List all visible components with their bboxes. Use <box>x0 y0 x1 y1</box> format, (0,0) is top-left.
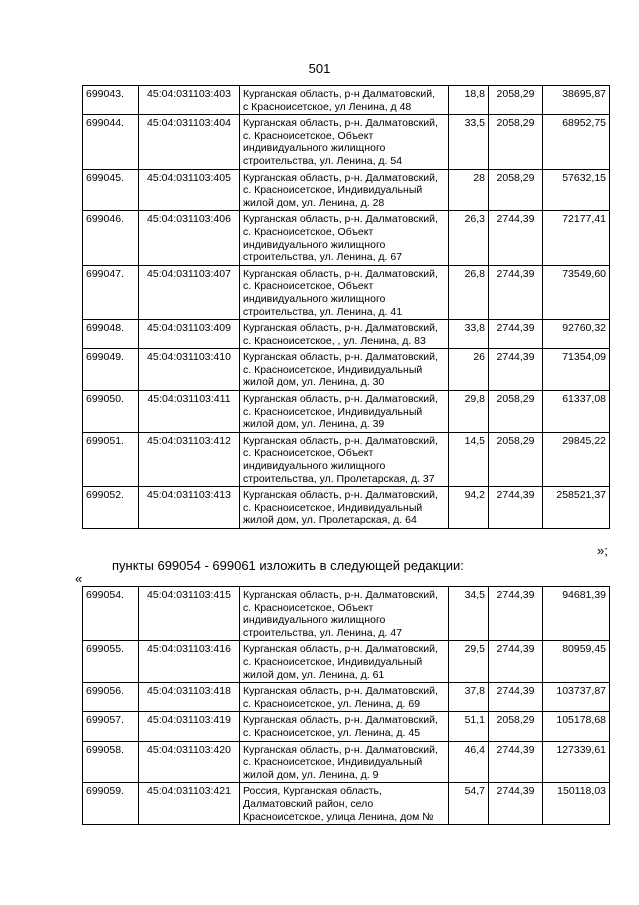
area-cell: 37,8 <box>449 683 489 712</box>
cadastral-number-cell: 45:04:031103:420 <box>139 741 240 783</box>
address-cell <box>240 265 449 319</box>
cadastral-number-cell: 45:04:031103:419 <box>139 712 240 741</box>
address-line: Курганская область, р-н. Далматовский, <box>243 117 438 130</box>
row-number-cell: 699059. <box>83 783 139 825</box>
table-row <box>83 349 610 391</box>
address-line: жилой дом, ул. Пролетарская, д. 64 <box>243 514 417 527</box>
area-cell: 33,8 <box>449 320 489 349</box>
address-cell <box>240 741 449 783</box>
cadastral-value-cell: 29845,22 <box>543 432 610 486</box>
address-line: с. Красноисетское, Объект <box>243 280 374 293</box>
rate-cell: 2744,39 <box>489 587 543 641</box>
address-cell <box>240 211 449 265</box>
address-line: с. Красноисетское, Объект <box>243 225 374 238</box>
cadastral-value-cell: 38695,87 <box>543 86 610 115</box>
address-line: строительства, ул. Ленина, д. 41 <box>243 305 403 318</box>
register-table-2-body <box>83 587 610 825</box>
cadastral-number-cell: 45:04:031103:411 <box>139 391 240 433</box>
row-number-cell: 699054. <box>83 587 139 641</box>
rate-cell: 2744,39 <box>489 349 543 391</box>
cadastral-number-cell: 45:04:031103:410 <box>139 349 240 391</box>
row-number-cell: 699046. <box>83 211 139 265</box>
address-cell <box>240 712 449 741</box>
address-line: с. Красноисетское, Индивидуальный <box>243 655 423 668</box>
address-line: Курганская область, р-н. Далматовский, <box>243 434 438 447</box>
cadastral-number-cell: 45:04:031103:404 <box>139 115 240 169</box>
address-cell <box>240 587 449 641</box>
address-line: жилой дом, ул. Ленина, д. 30 <box>243 376 385 389</box>
address-line: Курганская область, р-н. Далматовский, <box>243 743 438 756</box>
address-line: Курганская область, р-н. Далматовский, <box>243 351 438 364</box>
area-cell: 54,7 <box>449 783 489 825</box>
address-cell <box>240 86 449 115</box>
cadastral-number-cell: 45:04:031103:415 <box>139 587 240 641</box>
cadastral-value-cell: 127339,61 <box>543 741 610 783</box>
address-line: строительства, ул. Пролетарская, д. 37 <box>243 472 435 485</box>
rate-cell: 2744,39 <box>489 487 543 529</box>
address-line: с. Красноисетское, Индивидуальный <box>243 184 423 197</box>
table-row <box>83 320 610 349</box>
area-cell: 26,8 <box>449 265 489 319</box>
address-line: Курганская область, р-н. Далматовский, <box>243 171 438 184</box>
area-cell: 14,5 <box>449 432 489 486</box>
rate-cell: 2744,39 <box>489 641 543 683</box>
address-line: жилой дом, ул. Ленина, д. 28 <box>243 196 385 209</box>
amendment-instruction: пункты 699054 - 699061 изложить в следующей редакции: <box>112 558 464 573</box>
row-number-cell: 699043. <box>83 86 139 115</box>
row-number-cell: 699049. <box>83 349 139 391</box>
area-cell: 29,5 <box>449 641 489 683</box>
table-row <box>83 741 610 783</box>
address-line: индивидуального жилищного <box>243 614 386 627</box>
rate-cell: 2744,39 <box>489 683 543 712</box>
register-table-1-body <box>83 86 610 529</box>
table-row <box>83 783 610 825</box>
register-table-2 <box>82 586 610 825</box>
cadastral-value-cell: 71354,09 <box>543 349 610 391</box>
address-line: с. Красноисетское, Индивидуальный <box>243 501 423 514</box>
row-number-cell: 699055. <box>83 641 139 683</box>
cadastral-value-cell: 72177,41 <box>543 211 610 265</box>
address-line: Курганская область, р-н. Далматовский, <box>243 213 438 226</box>
row-number-cell: 699056. <box>83 683 139 712</box>
cadastral-value-cell: 258521,37 <box>543 487 610 529</box>
table-row <box>83 432 610 486</box>
area-cell: 29,8 <box>449 391 489 433</box>
address-cell <box>240 683 449 712</box>
address-line: Красноисетское, улица Ленина, дом № <box>243 810 434 823</box>
address-line: жилой дом, ул. Ленина, д. 9 <box>243 768 379 781</box>
register-table-1 <box>82 85 610 529</box>
area-cell: 51,1 <box>449 712 489 741</box>
cadastral-number-cell: 45:04:031103:405 <box>139 169 240 211</box>
address-line: Далматовский район, село <box>243 797 374 810</box>
rate-cell: 2058,29 <box>489 712 543 741</box>
area-cell: 26 <box>449 349 489 391</box>
rate-cell: 2058,29 <box>489 115 543 169</box>
address-line: с. Красноисетское, , ул. Ленина, д. 83 <box>243 334 426 347</box>
rate-cell: 2744,39 <box>489 783 543 825</box>
rate-cell: 2744,39 <box>489 211 543 265</box>
row-number-cell: 699050. <box>83 391 139 433</box>
row-number-cell: 699052. <box>83 487 139 529</box>
address-line: с. Красноисетское, Индивидуальный <box>243 756 423 769</box>
cadastral-value-cell: 57632,15 <box>543 169 610 211</box>
rate-cell: 2058,29 <box>489 432 543 486</box>
cadastral-number-cell: 45:04:031103:421 <box>139 783 240 825</box>
cadastral-value-cell: 80959,45 <box>543 641 610 683</box>
address-line: с. Красноисетское, Объект <box>243 601 374 614</box>
address-line: Курганская область, р-н. Далматовский, <box>243 685 438 698</box>
table-row <box>83 265 610 319</box>
address-cell <box>240 391 449 433</box>
cadastral-value-cell: 92760,32 <box>543 320 610 349</box>
cadastral-number-cell: 45:04:031103:406 <box>139 211 240 265</box>
row-number-cell: 699045. <box>83 169 139 211</box>
table-row <box>83 683 610 712</box>
cadastral-value-cell: 61337,08 <box>543 391 610 433</box>
table-row <box>83 115 610 169</box>
address-line: строительства, ул. Ленина, д. 54 <box>243 154 403 167</box>
address-line: индивидуального жилищного <box>243 292 386 305</box>
address-line: жилой дом, ул. Ленина, д. 39 <box>243 418 385 431</box>
address-line: Курганская область, р-н. Далматовский, <box>243 643 438 656</box>
address-cell <box>240 432 449 486</box>
address-line: Курганская область, р-н. Далматовский, <box>243 322 438 335</box>
page-number: 501 <box>308 61 331 76</box>
table-row <box>83 391 610 433</box>
row-number-cell: 699058. <box>83 741 139 783</box>
area-cell: 26,3 <box>449 211 489 265</box>
address-cell <box>240 349 449 391</box>
row-number-cell: 699057. <box>83 712 139 741</box>
address-line: Курганская область, р-н Далматовский, <box>243 88 435 100</box>
rate-cell: 2744,39 <box>489 320 543 349</box>
table-row <box>83 641 610 683</box>
cadastral-number-cell: 45:04:031103:412 <box>139 432 240 486</box>
area-cell: 46,4 <box>449 741 489 783</box>
table-row <box>83 712 610 741</box>
address-line: индивидуального жилищного <box>243 142 386 155</box>
cadastral-number-cell: 45:04:031103:413 <box>139 487 240 529</box>
area-cell: 28 <box>449 169 489 211</box>
cadastral-value-cell: 103737,87 <box>543 683 610 712</box>
rate-cell: 2058,29 <box>489 169 543 211</box>
cadastral-number-cell: 45:04:031103:418 <box>139 683 240 712</box>
address-line: с. Красноисетское, ул. Ленина, д. 45 <box>243 726 421 739</box>
table-row <box>83 169 610 211</box>
address-line: Россия, Курганская область, <box>243 785 382 798</box>
rate-cell: 2744,39 <box>489 265 543 319</box>
address-line: Курганская область, р-н. Далматовский, <box>243 489 438 502</box>
opening-quote: « <box>75 571 83 586</box>
table-row <box>83 86 610 115</box>
cadastral-value-cell: 94681,39 <box>543 587 610 641</box>
address-cell <box>240 169 449 211</box>
row-number-cell: 699047. <box>83 265 139 319</box>
address-line: Курганская область, р-н. Далматовский, <box>243 393 438 406</box>
address-line: с. Красноисетское, Индивидуальный <box>243 363 423 376</box>
area-cell: 18,8 <box>449 86 489 115</box>
address-line: индивидуального жилищного <box>243 238 386 251</box>
area-cell: 34,5 <box>449 587 489 641</box>
cadastral-value-cell: 73549,60 <box>543 265 610 319</box>
address-line: жилой дом, ул. Ленина, д. 61 <box>243 668 385 681</box>
row-number-cell: 699048. <box>83 320 139 349</box>
address-cell <box>240 641 449 683</box>
rate-cell: 2744,39 <box>489 741 543 783</box>
row-number-cell: 699051. <box>83 432 139 486</box>
cadastral-value-cell: 105178,68 <box>543 712 610 741</box>
cadastral-number-cell: 45:04:031103:416 <box>139 641 240 683</box>
area-cell: 33,5 <box>449 115 489 169</box>
table-row <box>83 487 610 529</box>
rate-cell: 2058,29 <box>489 391 543 433</box>
cadastral-number-cell: 45:04:031103:409 <box>139 320 240 349</box>
address-cell <box>240 320 449 349</box>
cadastral-number-cell: 45:04:031103:407 <box>139 265 240 319</box>
cadastral-number-cell: 45:04:031103:403 <box>139 86 240 115</box>
area-cell: 94,2 <box>449 487 489 529</box>
address-line: индивидуального жилищного <box>243 460 386 473</box>
cadastral-value-cell: 68952,75 <box>543 115 610 169</box>
rate-cell: 2058,29 <box>489 86 543 115</box>
address-cell <box>240 783 449 825</box>
table-row <box>83 211 610 265</box>
address-cell <box>240 487 449 529</box>
cadastral-value-cell: 150118,03 <box>543 783 610 825</box>
address-line: Курганская область, р-н. Далматовский, <box>243 589 438 601</box>
address-line: с. Красноисетское, Объект <box>243 447 374 460</box>
address-cell <box>240 115 449 169</box>
address-line: с Красноисетское, ул Ленина, д 48 <box>243 100 412 113</box>
row-number-cell: 699044. <box>83 115 139 169</box>
address-line: строительства, ул. Ленина, д. 47 <box>243 626 403 639</box>
address-line: строительства, ул. Ленина, д. 67 <box>243 251 403 264</box>
address-line: с. Красноисетское, Объект <box>243 129 374 142</box>
table-row <box>83 587 610 641</box>
address-line: с. Красноисетское, Индивидуальный <box>243 405 423 418</box>
address-line: с. Красноисетское, ул. Ленина, д. 69 <box>243 697 421 710</box>
closing-quote: »; <box>597 543 608 558</box>
address-line: Курганская область, р-н. Далматовский, <box>243 714 438 727</box>
address-line: Курганская область, р-н. Далматовский, <box>243 267 438 280</box>
